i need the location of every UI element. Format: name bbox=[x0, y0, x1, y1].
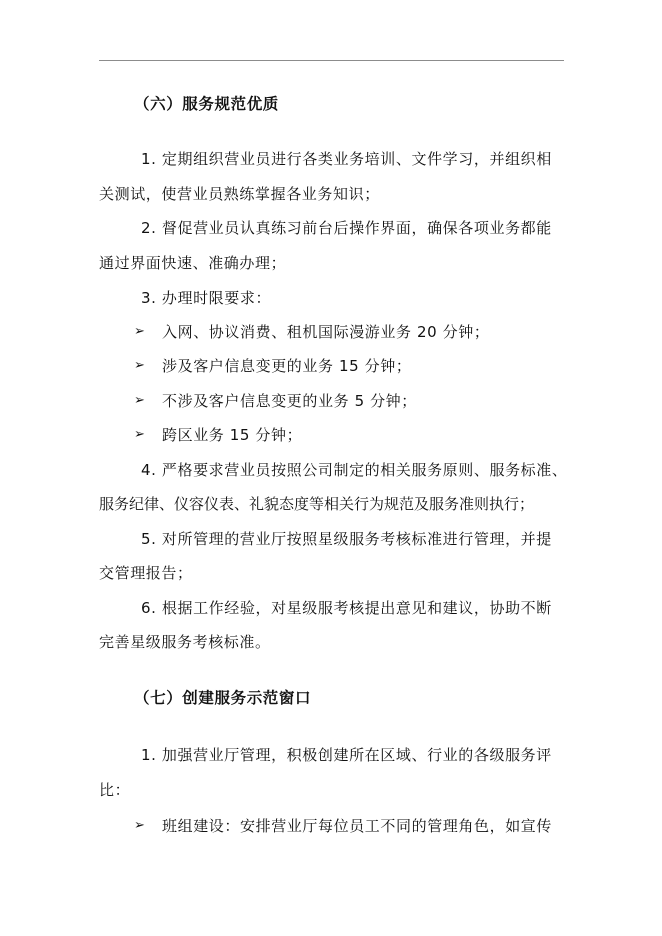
section-7-heading: （七）创建服务示范窗口 bbox=[134, 689, 312, 707]
section-6-bullet-2: 涉及客户信息变更的业务 15 分钟； bbox=[162, 357, 412, 375]
section-6-item-1-line-1: 1. 定期组织营业员进行各类业务培训、文件学习，并组织相 bbox=[141, 150, 552, 168]
section-7-item-1-line-1: 1. 加强营业厅管理，积极创建所在区域、行业的各级服务评 bbox=[141, 746, 552, 764]
section-6-item-5-line-2: 交管理报告； bbox=[99, 564, 193, 582]
section-6-item-5-line-1: 5. 对所管理的营业厅按照星级服务考核标准进行管理，并提 bbox=[141, 530, 552, 548]
bullet-arrow-icon: ➢ bbox=[134, 358, 145, 373]
bullet-arrow-icon: ➢ bbox=[134, 427, 145, 442]
section-6-bullet-3: 不涉及客户信息变更的业务 5 分钟； bbox=[162, 392, 417, 410]
section-7-bullet-1: 班组建设：安排营业厅每位员工不同的管理角色，如宣传 bbox=[162, 817, 553, 835]
section-6-item-2-line-1: 2. 督促营业员认真练习前台后操作界面，确保各项业务都能 bbox=[141, 219, 552, 237]
section-6-item-4-line-2: 服务纪律、仪容仪表、礼貌态度等相关行为规范及服务准则执行； bbox=[99, 495, 535, 513]
section-7-item-1-line-2: 比： bbox=[99, 781, 131, 799]
header-rule bbox=[99, 60, 564, 61]
bullet-arrow-icon: ➢ bbox=[134, 818, 145, 833]
section-6-item-2-line-2: 通过界面快速、准确办理； bbox=[99, 254, 287, 272]
bullet-arrow-icon: ➢ bbox=[134, 324, 145, 339]
section-6-item-6-line-1: 6. 根据工作经验，对星级服考核提出意见和建议，协助不断 bbox=[141, 599, 552, 617]
section-6-bullet-4: 跨区业务 15 分钟； bbox=[162, 426, 303, 444]
section-6-bullet-1: 入网、协议消费、租机国际漫游业务 20 分钟； bbox=[162, 323, 490, 341]
section-6-item-1-line-2: 关测试，使营业员熟练掌握各业务知识； bbox=[99, 185, 380, 203]
bullet-arrow-icon: ➢ bbox=[134, 393, 145, 408]
section-6-item-6-line-2: 完善星级服务考核标准。 bbox=[99, 633, 271, 651]
section-6-item-4-line-1: 4. 严格要求营业员按照公司制定的相关服务原则、服务标准、 bbox=[141, 461, 568, 479]
section-6-item-3-line-1: 3. 办理时限要求： bbox=[141, 289, 272, 307]
section-6-heading: （六）服务规范优质 bbox=[134, 95, 279, 113]
